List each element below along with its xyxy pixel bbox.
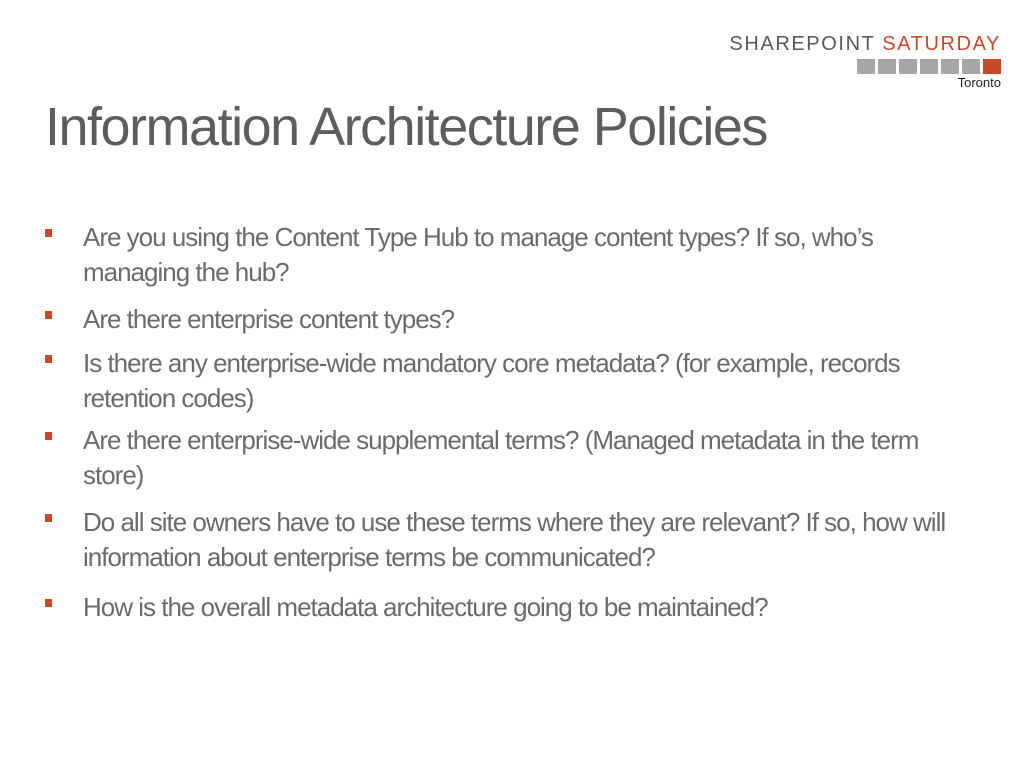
bullet-text: Are there enterprise-wide supplemental terms? (Managed metadata in the term store) [83, 425, 919, 490]
bullet-square-icon [45, 432, 52, 440]
bullet-item [45, 423, 975, 493]
bullet-item [45, 302, 975, 337]
bullet-text: Are you using the Content Type Hub to manage content types? If so, who’s managing the hub? [83, 222, 873, 287]
logo-brand-sharepoint: SHAREPOINT [729, 33, 876, 55]
slide-title: Information Architecture Policies [45, 97, 767, 157]
bullet-square-icon [45, 355, 52, 363]
logo-brand-saturday: SATURDAY [882, 33, 1001, 55]
logo-square-accent [983, 59, 1001, 74]
logo-square [962, 59, 980, 74]
bullet-square-icon [45, 311, 52, 319]
sharepoint-saturday-logo [671, 34, 1001, 90]
logo-wordmark [671, 34, 1001, 54]
bullet-item [45, 220, 975, 290]
logo-city: Toronto [957, 75, 1001, 90]
bullet-item [45, 346, 975, 416]
logo-square [920, 59, 938, 74]
bullet-text: Are there enterprise content types? [83, 304, 455, 334]
bullet-square-icon [45, 229, 52, 237]
logo-square [878, 59, 896, 74]
bullet-text: Is there any enterprise-wide mandatory core metadata? (for example, records retention codes) [83, 348, 900, 413]
logo-squares [671, 59, 1001, 74]
logo-square [857, 59, 875, 74]
bullet-square-icon [45, 599, 52, 607]
bullet-text: Do all site owners have to use these terms where they are relevant? If so, how will information about enterprise terms be communicated? [83, 507, 946, 572]
logo-square [941, 59, 959, 74]
logo-square [899, 59, 917, 74]
bullet-item [45, 505, 975, 575]
bullet-square-icon [45, 514, 52, 522]
bullet-text: How is the overall metadata architecture going to be maintained? [83, 592, 768, 622]
bullet-item [45, 590, 975, 625]
